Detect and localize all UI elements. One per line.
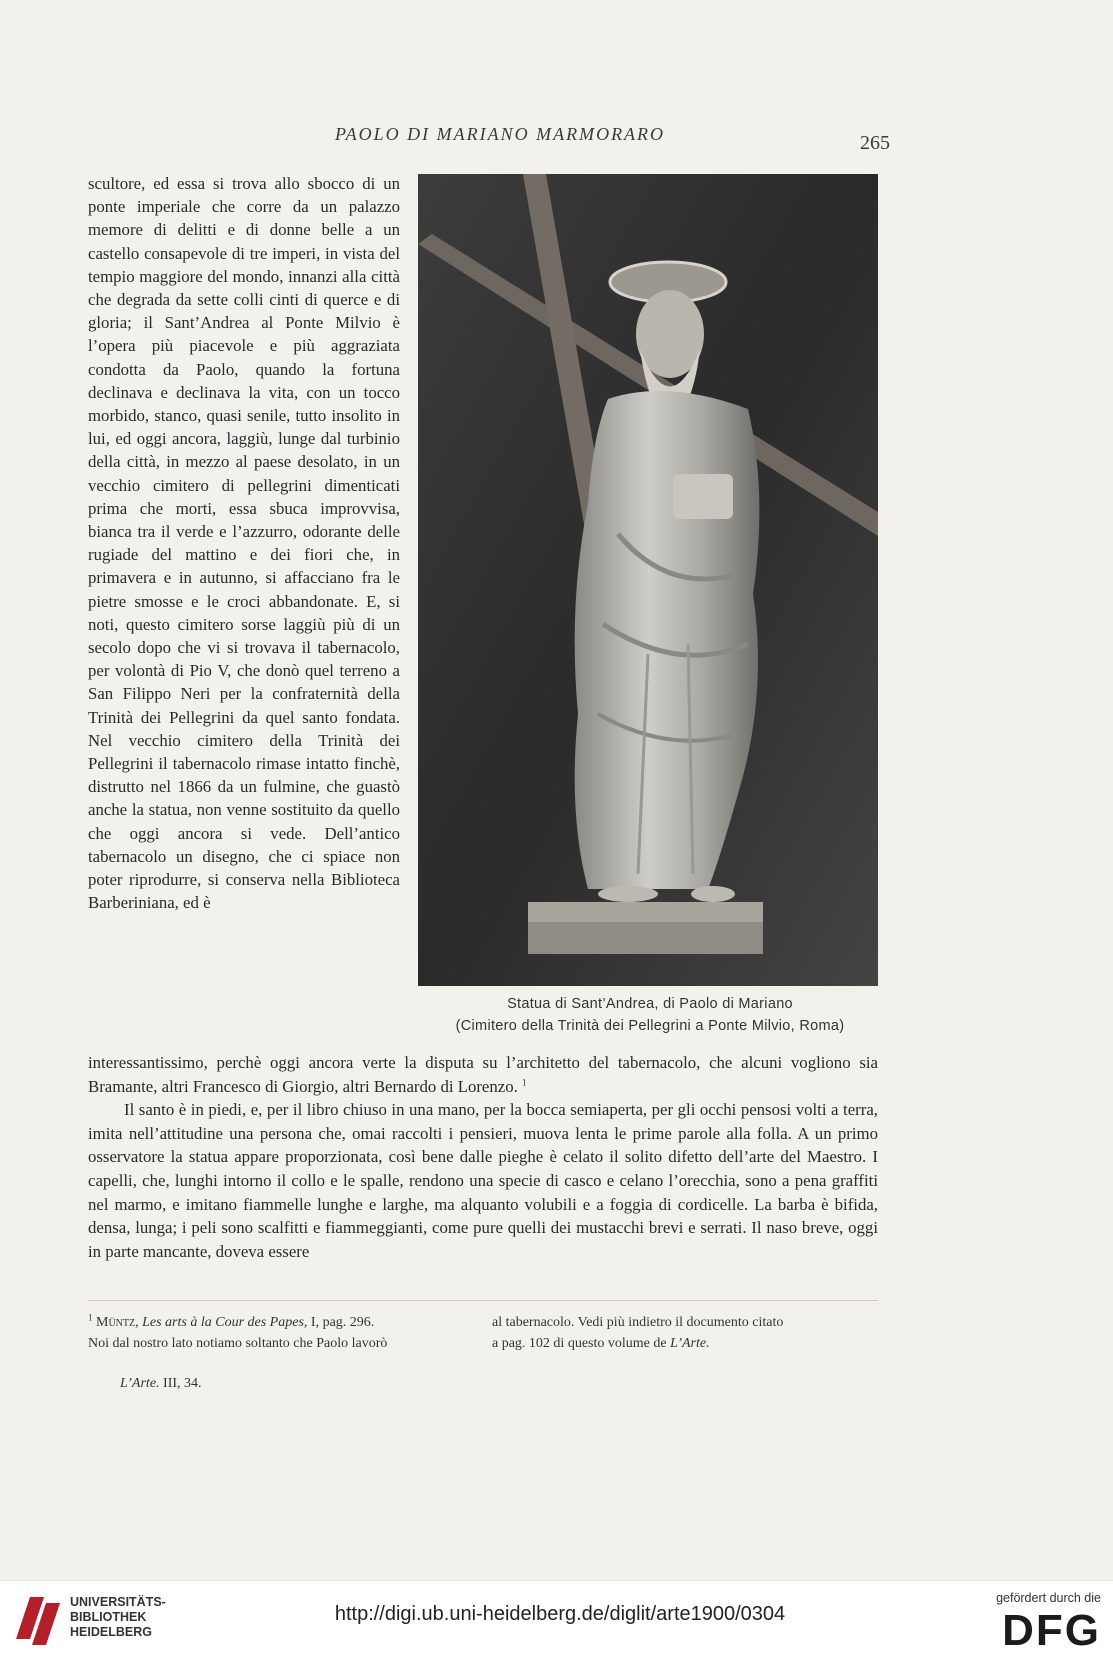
statue-photograph <box>418 174 878 986</box>
left-foot <box>598 886 658 902</box>
page-number: 265 <box>860 132 890 154</box>
footnote-title: Les arts à la Cour des Papes, <box>142 1315 308 1330</box>
statue-robe <box>575 391 760 889</box>
footnote-right-line2: a pag. 102 di questo volume de <box>492 1336 667 1351</box>
footnote-right-line1: al tabernacolo. Vedi più indietro il documento citato <box>492 1315 784 1330</box>
funding-label: gefördert durch die <box>996 1591 1101 1605</box>
footnote-right-column <box>492 1312 878 1354</box>
description-paragraph: Il santo è in piedi, e, per il libro chiuso in una mano, per la bocca semiaperta, per gli occhi pensosi volti a terra, imita nell’attitudine una persona che, omai raccolti i pensieri, muova lenta le prime parole alla folla. A un primo osservatore la statua appare proporzionata, così bene dalle pieghe è celato il solito difetto dell’arte del Maestro. I capelli, che, lunghi intorno il collo e le spalle, rendono una specie di casco e celano l’orecchia, sono a pena graffiti nel marmo, e imitano fiammelle lunghe e larghe, ma alquanto volubili e a foggia di cordicelle. La barba è bifida, densa, lunga; i peli sono scalfitti e fiammeggianti, come pure quelli dei mustacchi brevi e serrati. Il naso breve, oggi in parte mancante, doveva essere <box>88 1100 878 1261</box>
dfg-logo[interactable]: DFG <box>1002 1606 1101 1655</box>
footnote-journal-title: L’Arte. <box>670 1336 710 1351</box>
figure-caption <box>420 993 880 1037</box>
full-width-text <box>88 1051 878 1263</box>
footnote-left-column <box>88 1312 474 1354</box>
footnotes <box>88 1312 878 1354</box>
left-column <box>88 172 400 915</box>
caption-location: (Cimitero della Trinità dei Pellegrini a Ponte Milvio, Roma) <box>455 1018 845 1034</box>
signature-journal: L’Arte. <box>120 1376 160 1391</box>
footnote-marker: 1 <box>88 1312 93 1323</box>
closed-book <box>673 474 733 519</box>
library-name[interactable]: UNIVERSITÄTS- BIBLIOTHEK HEIDELBERG <box>70 1595 166 1639</box>
right-foot <box>691 886 735 902</box>
pedestal-top <box>528 902 763 922</box>
footnote-author: Müntz, <box>96 1315 139 1330</box>
footnote-divider <box>88 1300 878 1301</box>
footnote-left-line2: Noi dal nostro lato notiamo soltanto che Paolo lavorò <box>88 1336 388 1351</box>
continuation-paragraph <box>88 1051 878 1098</box>
running-title: PAOLO DI MARIANO MARMORARO <box>334 124 666 144</box>
footnote-ref: I, pag. 296. <box>310 1315 375 1330</box>
permalink-url[interactable]: http://digi.ub.uni-heidelberg.de/diglit/arte1900/0304 <box>334 1603 786 1625</box>
pedestal-base <box>528 922 763 954</box>
footnote-reference[interactable]: 1 <box>522 1077 527 1087</box>
caption-title: Statua di Sant’Andrea, di Paolo di Mariano <box>507 996 793 1012</box>
printer-signature <box>120 1376 202 1392</box>
digitization-footer <box>0 1580 1113 1661</box>
signature-volume: III, 34. <box>163 1376 202 1391</box>
continuation-text: interessantissimo, perchè oggi ancora verte la disputa su l’architetto del tabernacolo, che alcuni vogliono sia Bramante, altri Francesco di Giorgio, altri Bernardo di Lorenzo. <box>88 1053 878 1096</box>
university-library-logo-icon[interactable] <box>12 1591 70 1649</box>
body-paragraph-left: scultore, ed essa si trova allo sbocco di un ponte imperiale che corre da un palazzo memore di delitti e di donne belle a un castello consapevole di tre imperi, in vista del tempio maggiore del mondo, innanzi alla città che degrada da sette colli cinti di querce e di gloria; il Sant’Andrea al Ponte Milvio è l’opera più piacevole e più aggraziata condotta da Paolo, quando la fortuna declinava e declinava la vita, con un tocco morbido, stanco, quasi senile, tutto insolito in lui, ed oggi ancora, laggiù, lunge dal turbinio della città, in mezzo al paese desolato, in un vecchio cimitero di pellegrini dimenticati prima che morti, essa sbuca improvvisa, bianca tra il verde e l’azzurro, odorante delle rugiade del mattino e dei fiori che, in primavera e in autunno, si affacciano fra le pietre smosse e le croci abbandonate. E, si noti, questo cimitero sorse laggiù più di un secolo dopo che vi si trovava il tabernacolo, per volontà di Pio V, che donò quel terreno a San Filippo Neri per la confraternità della Trinità dei Pellegrini da quel santo fondata. Nel vecchio cimitero della Trinità dei Pellegrini il tabernacolo rimase intatto finchè, distrutto nel 1866 da un fulmine, che guastò anche la statua, non venne sostituito da quello che oggi ancora si vede. Dell’antico tabernacolo un disegno, che ci spiace non poter riprodurre, si conserva nella Biblioteca Barberiniana, ed è <box>88 174 400 913</box>
statue-illustration <box>418 174 878 986</box>
